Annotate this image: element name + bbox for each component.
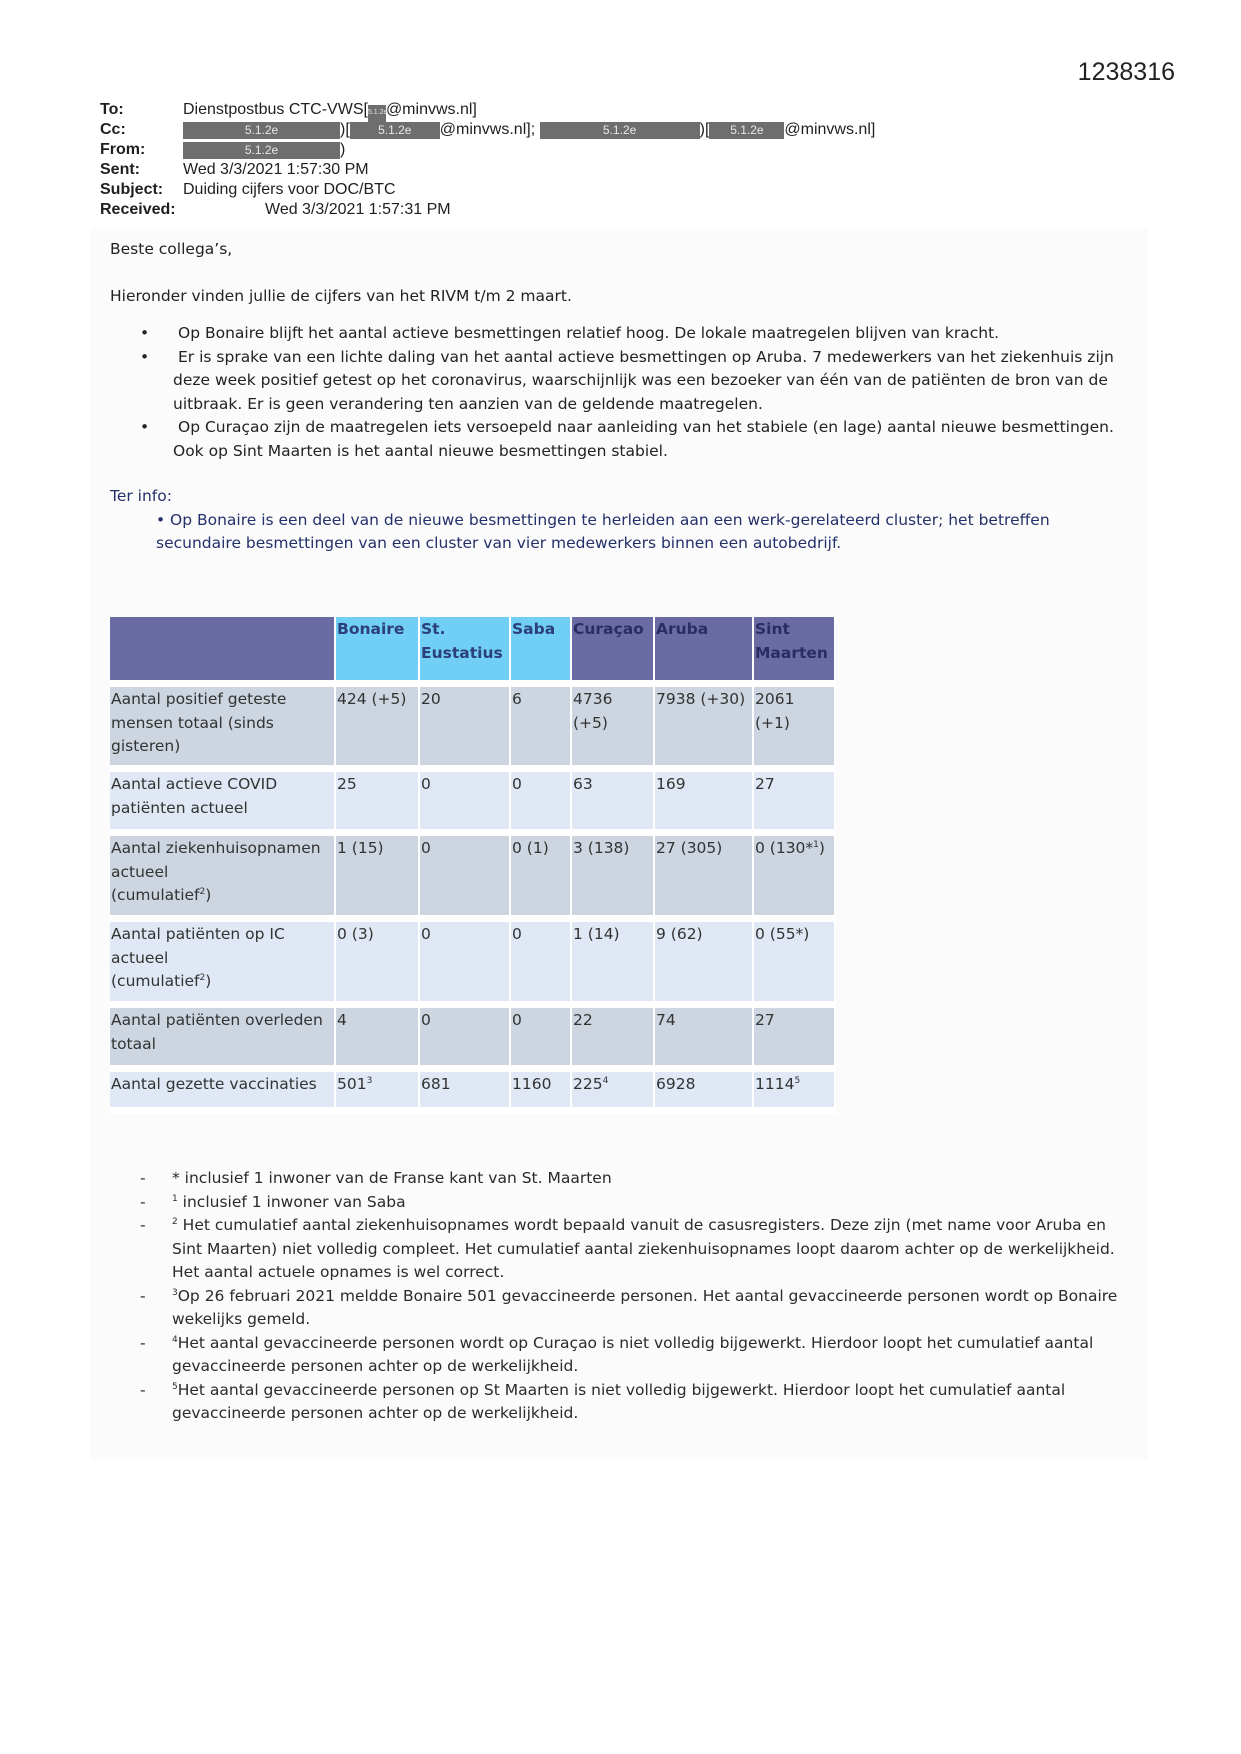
table-row	[110, 919, 835, 1005]
redaction-box: 5.1.2e	[183, 142, 340, 159]
table-cell: 0	[419, 919, 510, 1005]
bullet-icon: •	[156, 510, 166, 529]
table-cell: 1 (14)	[571, 919, 654, 1005]
received-label: Received:	[100, 201, 176, 218]
table-cell: 1160	[510, 1069, 571, 1111]
table-cell: 27	[753, 769, 835, 833]
list-item: • Op Curaçao zijn de maatregelen iets versoepeld naar aanleiding van het stabiele (en lage) aantal nieuwe besmettingen. Ook op Sint Maarten is het aantal nieuwe besmettingen stabiel.	[140, 418, 1114, 460]
to-label: To:	[100, 101, 124, 118]
table-header-cell: Saba	[510, 617, 571, 684]
table-cell: 1 (15)	[335, 833, 419, 919]
table-cell: 6928	[654, 1069, 753, 1111]
bullet-icon: •	[140, 324, 150, 342]
redaction-box: 5.1.2e	[709, 122, 784, 139]
redaction-box: 5.1.2e	[350, 122, 440, 139]
table-cell: 424 (+5)	[335, 684, 419, 769]
dash-icon: -	[140, 1216, 146, 1234]
from-label: From:	[100, 141, 146, 158]
table-cell: $225^4$	[571, 1069, 654, 1111]
dash-icon: -	[140, 1192, 146, 1211]
table-cell: 25	[335, 769, 419, 833]
row-label: Aantal patiënten overleden totaal	[110, 1005, 335, 1069]
redaction-box: 5.1.2e	[540, 122, 700, 139]
footnotes-list	[110, 1167, 1140, 1426]
table-row	[110, 1069, 835, 1111]
table-header-row	[110, 617, 835, 684]
sent-label: Sent:	[100, 161, 140, 178]
bullet-list	[110, 322, 1130, 463]
table-cell: 4	[335, 1005, 419, 1069]
table-cell: 0	[419, 833, 510, 919]
from-value: 5.1.2e )	[183, 140, 345, 160]
table-cell: $501^3$	[335, 1069, 419, 1111]
row-label: Aantal actieve COVID patiënten actueel	[110, 769, 335, 833]
table-cell: 6	[510, 684, 571, 769]
list-item: - $^2$ Het cumulatief aantal ziekenhuisopnames wordt bepaald vanuit de casusregisters. Deze zijn (met name voor Aruba en Sint Maarten) niet volledig compleet. Het cumulatief aantal ziekenhuisopnames loopt daarom achter op de werkelijkheid. Het aantal actuele opnames is wel correct.	[140, 1216, 1115, 1281]
table-cell: 0 (1)	[510, 833, 571, 919]
table-cell: 0	[419, 769, 510, 833]
list-item: - * inclusief 1 inwoner van de Franse kant van St. Maarten	[110, 1167, 1140, 1191]
row-label: Aantal ziekenhuisopnamen actueel (cumulatief$^2$)	[110, 833, 335, 919]
to-value: Dienstpostbus CTC-VWS[5.1.2e@minvws.nl]	[183, 100, 477, 122]
message-body	[110, 238, 1130, 556]
table-cell: 0 (130*$^1$)	[753, 833, 835, 919]
table-header-cell: Curaçao	[571, 617, 654, 684]
list-item: - $^4$Het aantal gevaccineerde personen wordt op Curaçao is niet volledig bijgewerkt. Hierdoor loopt het cumulatief aantal gevaccineerde personen achter op de werkelijkheid.	[140, 1333, 1094, 1375]
sent-value: Wed 3/3/2021 1:57:30 PM	[183, 161, 369, 178]
list-item: - $^5$Het aantal gevaccineerde personen op St Maarten is niet volledig bijgewerkt. Hierdoor loopt het cumulatief aantal gevaccineerde personen achter op de werkelijkheid.	[140, 1380, 1066, 1422]
table-cell: 0 (55*)	[753, 919, 835, 1005]
table-cell: 27	[753, 1005, 835, 1069]
row-label: Aantal patiënten op IC actueel (cumulatief$^2$)	[110, 919, 335, 1005]
table-cell: 63	[571, 769, 654, 833]
table-header-cell: Sint Maarten	[753, 617, 835, 684]
cc-value: 5.1.2e )[ 5.1.2e @minvws.nl]; 5.1.2e )[ 5.1.2e @minvws.nl]	[183, 120, 875, 140]
table-row	[110, 1005, 835, 1069]
ter-info-label: Ter info:	[110, 487, 172, 505]
table-cell: 22	[571, 1005, 654, 1069]
table-cell: 7938 (+30)	[654, 684, 753, 769]
bullet-icon: •	[140, 347, 150, 366]
table-cell: 27 (305)	[654, 833, 753, 919]
ter-info-item: • Op Bonaire is een deel van de nieuwe besmettingen te herleiden aan een werk-gerelateerd cluster; het betreffen secundaire besmettingen van een cluster van vier medewerkers binnen een autobedrijf.	[156, 510, 1050, 552]
table-row	[110, 833, 835, 919]
table-cell: 0 (3)	[335, 919, 419, 1005]
table-cell: 0	[510, 919, 571, 1005]
dash-icon: -	[140, 1286, 146, 1305]
redaction-box: 5.1.2e	[368, 105, 386, 122]
table-cell: 681	[419, 1069, 510, 1111]
table-cell: 4736 (+5)	[571, 684, 654, 769]
subject-label: Subject:	[100, 181, 164, 198]
document-number: 1238316	[1077, 58, 1175, 86]
table-row	[110, 684, 835, 769]
table-cell: 1114$^5$	[753, 1069, 835, 1111]
row-label: Aantal gezette vaccinaties	[110, 1069, 335, 1111]
received-value: Wed 3/3/2021 1:57:31 PM	[265, 201, 451, 218]
bullet-icon: •	[140, 418, 150, 436]
intro-text: Hieronder vinden jullie de cijfers van het RIVM t/m 2 maart.	[110, 286, 572, 305]
table-cell: 20	[419, 684, 510, 769]
list-item: - $^3$Op 26 februari 2021 meldde Bonaire 501 gevaccineerde personen. Het aantal gevaccineerde personen wordt op Bonaire wekelijks gemeld.	[140, 1286, 1118, 1328]
row-label: Aantal positief geteste mensen totaal (sinds gisteren)	[110, 684, 335, 769]
table-cell: 2061 (+1)	[753, 684, 835, 769]
list-item: • Op Bonaire blijft het aantal actieve besmettingen relatief hoog. De lokale maatregelen blijven van kracht.	[110, 322, 1130, 346]
covid-figures-table	[110, 617, 836, 1114]
table-cell: 0	[510, 1005, 571, 1069]
table-header-cell	[110, 617, 335, 684]
dash-icon: -	[140, 1169, 146, 1187]
table-row	[110, 769, 835, 833]
greeting: Beste collega’s,	[110, 240, 233, 258]
list-item: • Er is sprake van een lichte daling van het aantal actieve besmettingen op Aruba. 7 medewerkers van het ziekenhuis zijn deze week positief getest op het coronavirus, waarschijnlijk was een bezoeker van één van de patiënten de bron van de uitbraak. Er is geen verandering ten aanzien van de geldende maatregelen.	[140, 347, 1114, 413]
dash-icon: -	[140, 1380, 146, 1399]
ter-info-section	[110, 485, 1130, 556]
table-header-cell: Bonaire	[335, 617, 419, 684]
subject-value: Duiding cijfers voor DOC/BTC	[183, 181, 396, 198]
table-header-cell: Aruba	[654, 617, 753, 684]
table-cell: 3 (138)	[571, 833, 654, 919]
list-item: - $^1$ inclusief 1 inwoner van Saba	[110, 1191, 1140, 1215]
table-cell: 0	[419, 1005, 510, 1069]
table-cell: 0	[510, 769, 571, 833]
table-cell: 169	[654, 769, 753, 833]
table-cell: 9 (62)	[654, 919, 753, 1005]
redaction-box: 5.1.2e	[183, 122, 340, 139]
cc-label: Cc:	[100, 121, 126, 138]
table-cell: 74	[654, 1005, 753, 1069]
table-header-cell: St. Eustatius	[419, 617, 510, 684]
dash-icon: -	[140, 1333, 146, 1352]
